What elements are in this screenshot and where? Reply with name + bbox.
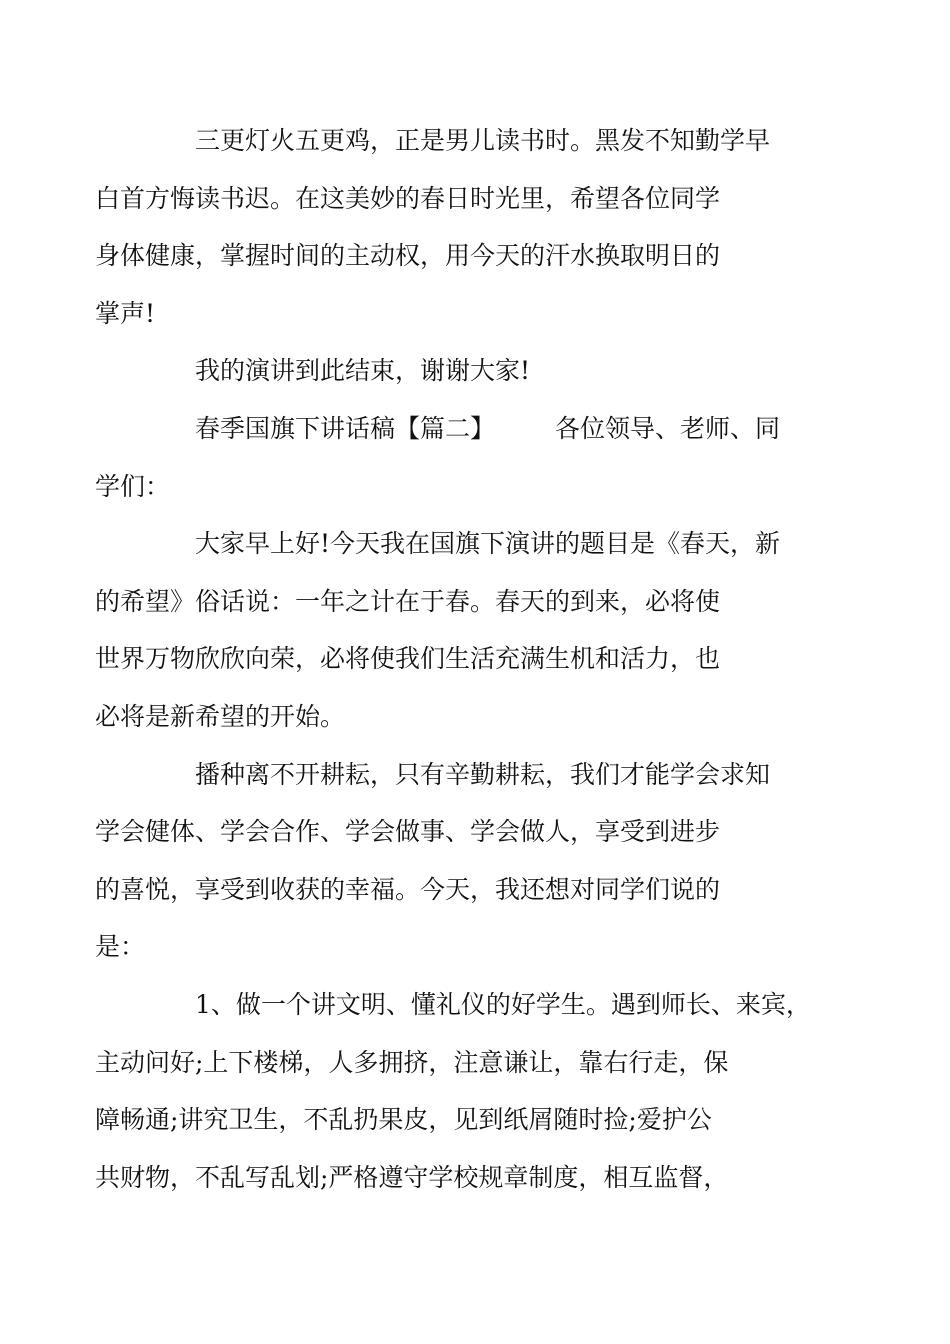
text-line: 播种离不开耕耘，只有辛勤耕耘，我们才能学会求知 [195, 759, 771, 789]
paragraph-speech-end [145, 342, 825, 400]
heading-line [145, 400, 825, 458]
paragraph-greeting [95, 515, 825, 745]
text-line: 的希望》俗话说：一年之计在于春。春天的到来，必将使 [95, 586, 721, 616]
text-line: 掌声! [95, 298, 156, 328]
text-line: 的喜悦，享受到收获的幸福。今天，我还想对同学们说的 [95, 874, 721, 904]
text-line: 必将是新希望的开始。 [95, 701, 346, 731]
paragraph-section-heading [95, 400, 825, 515]
text-line: 学们： [95, 471, 171, 501]
text-line: 1、做一个讲文明、懂礼仪的好学生。遇到师长、来宾， [195, 989, 811, 1019]
text-line: 学会健体、学会合作、学会做事、学会做人，享受到进步 [95, 817, 721, 847]
text-line: 白首方悔读书迟。在这美妙的春日时光里，希望各位同学 [95, 183, 721, 213]
text-line: 主动问好;上下楼梯，人多拥挤，注意谦让，靠右行走，保 [95, 1047, 729, 1077]
document-body [95, 112, 825, 1206]
text-line: 世界万物欣欣向荣，必将使我们生活充满生机和活力，也 [95, 644, 721, 674]
text-line: 障畅通;讲究卫生，不乱扔果皮，见到纸屑随时捡;爱护公 [95, 1105, 712, 1135]
text-line: 身体健康，掌握时间的主动权，用今天的汗水换取明日的 [95, 241, 721, 271]
text-line: 我的演讲到此结束，谢谢大家! [195, 356, 531, 386]
section-title: 春季国旗下讲话稿【篇二】 [195, 413, 496, 443]
salutation: 各位领导、老师、同 [555, 413, 781, 443]
paragraph-point-one [95, 976, 825, 1206]
text-line: 是： [95, 932, 146, 962]
text-line: 大家早上好!今天我在国旗下演讲的题目是《春天，新 [195, 529, 781, 559]
paragraph-closing-poem [95, 112, 825, 342]
paragraph-sowing [95, 746, 825, 976]
text-line: 三更灯火五更鸡，正是男儿读书时。黑发不知勤学早 [195, 126, 771, 155]
text-line: 共财物，不乱写乱划;严格遵守学校规章制度，相互监督， [95, 1162, 729, 1192]
